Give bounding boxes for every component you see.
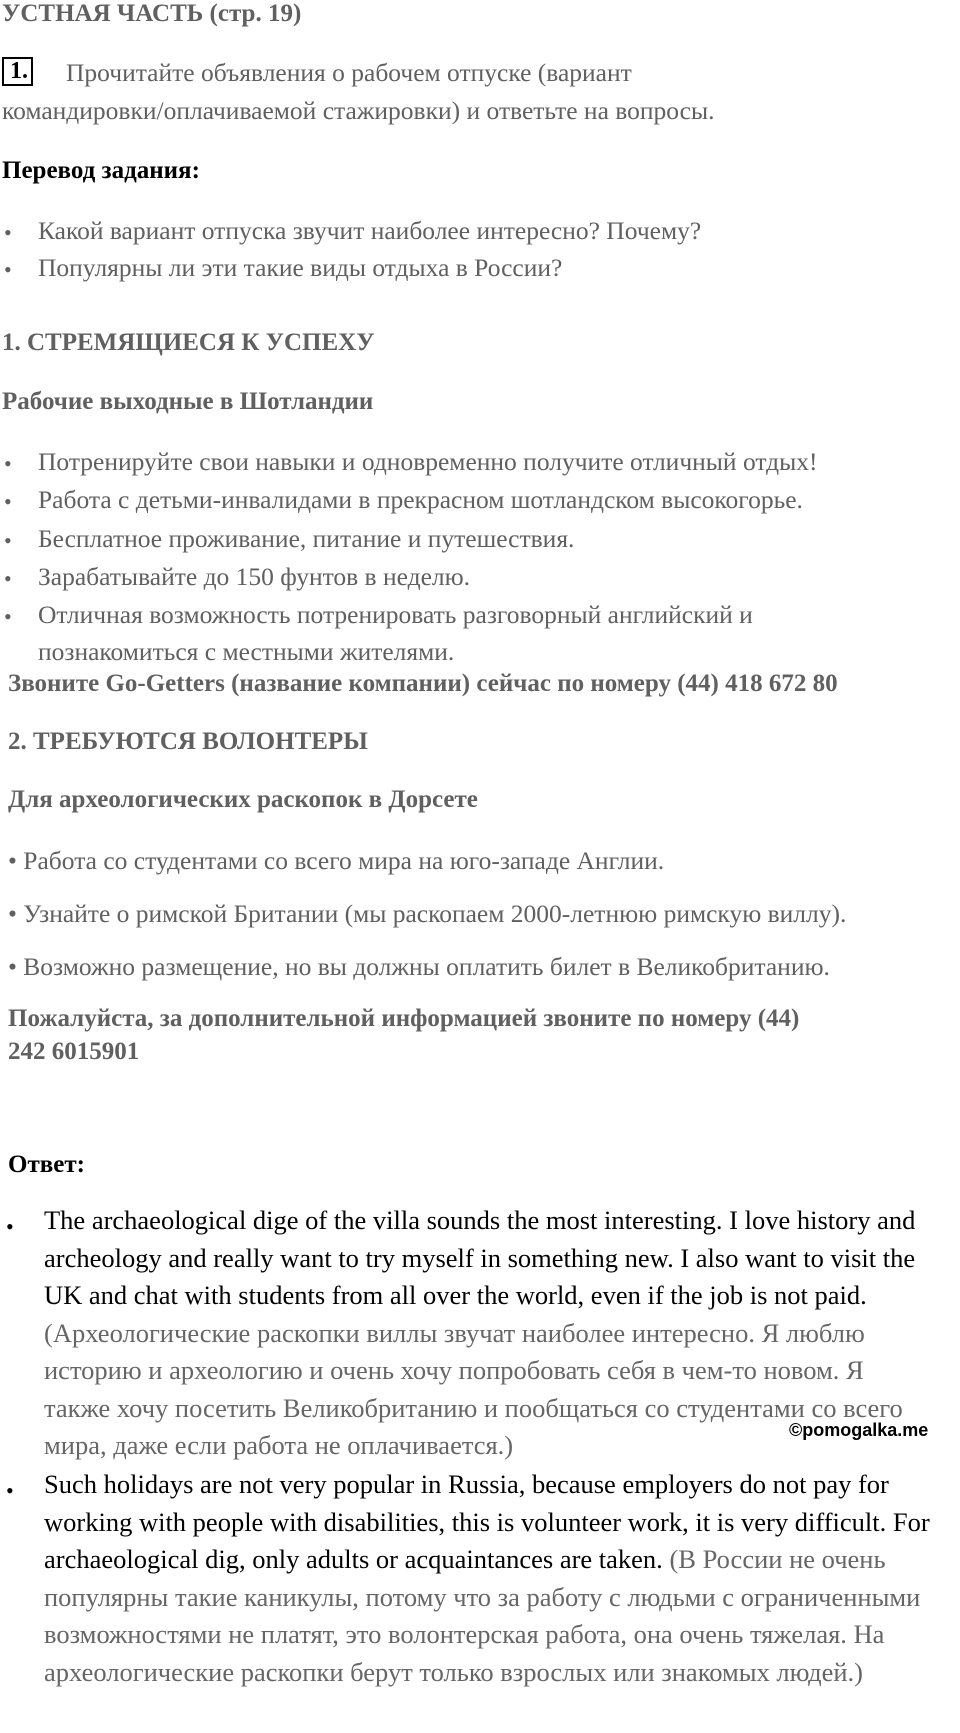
ad1-item-continuation: познакомиться с местными жителями.	[38, 637, 455, 666]
task-text-line2: командировки/оплачиваемой стажировки) и ответьте на вопросы.	[2, 96, 715, 125]
translation-heading: Перевод задания:	[2, 157, 200, 184]
answer-russian: (В России не очень популярны такие каникулы, потому что за работу с людьми с ограниченными возможностями не платят, это волонтерская работа, она очень тяжелая. На археологические раскопки берут только взрослых или знакомых людей.)	[44, 1544, 921, 1687]
bullet-icon: •	[4, 604, 12, 629]
bullet-icon: •	[6, 1478, 14, 1503]
bullet-icon: •	[6, 1214, 14, 1239]
ad1-subtitle: Рабочие выходные в Шотландии	[2, 388, 374, 415]
bullet-icon: •	[4, 566, 12, 591]
watermark: ©pomogalka.me	[789, 1420, 929, 1440]
ad1-contact: Звоните Go-Getters (название компании) сейчас по номеру (44) 418 672 80	[8, 670, 838, 697]
ad2-subtitle: Для археологических раскопок в Дорсете	[8, 786, 478, 813]
answer-english: The archaeological dige of the villa sounds the most interesting. I love history and archeology and really want to try myself in something new. I also want to visit the UK and chat with students from all over the world, even if the job is not paid.	[44, 1205, 916, 1310]
bullet-icon: •	[4, 257, 12, 282]
answer-russian: (Археологические раскопки виллы звучат наиболее интересно. Я люблю историю и археологию и очень хочу попробовать себя в чем-то новом. Я также хочу посетить Великобританию и пообщаться со студентами со всего мира, даже если работа не оплачивается.)	[44, 1317, 903, 1460]
translation-item: Популярны ли эти такие виды отдыха в России?	[38, 253, 563, 282]
bullet-icon: •	[4, 220, 12, 245]
ad1-item: Бесплатное проживание, питание и путешествия.	[38, 524, 575, 553]
task-number: 1.	[2, 57, 33, 86]
ad1-item: Отличная возможность потренировать разговорный английский и	[38, 600, 753, 629]
ad1-item: Потренируйте свои навыки и одновременно получите отличный отдых!	[38, 447, 818, 476]
answer-english: Such holidays are not very popular in Russia, because employers do not pay for working with people with disabilities, this is volunteer work, it is very difficult. For archaeological dig, only adults or acquaintances are taken.	[44, 1469, 930, 1574]
ad2-contact-line1: Пожалуйста, за дополнительной информацией звоните по номеру (44)	[8, 1005, 800, 1032]
ad1-item: Зарабатывайте до 150 фунтов в неделю.	[38, 562, 471, 591]
bullet-icon: •	[4, 451, 12, 476]
ad2-item: • Узнайте о римской Британии (мы раскопаем 2000-летнюю римскую виллу).	[8, 899, 847, 928]
ad1-title: 1. СТРЕМЯЩИЕСЯ К УСПЕХУ	[2, 329, 375, 356]
ad1-item: Работа с детьми-инвалидами в прекрасном шотландском высокогорье.	[38, 485, 803, 514]
ad2-contact-line2: 242 6015901	[8, 1038, 140, 1065]
bullet-icon: •	[4, 489, 12, 514]
answer-item	[44, 1466, 936, 1691]
translation-item: Какой вариант отпуска звучит наиболее интересно? Почему?	[38, 216, 702, 245]
page-title: УСТНАЯ ЧАСТЬ (стр. 19)	[2, 0, 302, 27]
answer-heading: Ответ:	[8, 1151, 85, 1178]
ad2-item: • Возможно размещение, но вы должны оплатить билет в Великобританию.	[8, 952, 830, 981]
task-text-line1: Прочитайте объявления о рабочем отпуске (вариант	[66, 58, 632, 87]
ad2-item: • Работа со студентами со всего мира на юго-западе Англии.	[8, 846, 665, 875]
bullet-icon: •	[4, 528, 12, 553]
ad2-title: 2. ТРЕБУЮТСЯ ВОЛОНТЕРЫ	[8, 728, 368, 755]
